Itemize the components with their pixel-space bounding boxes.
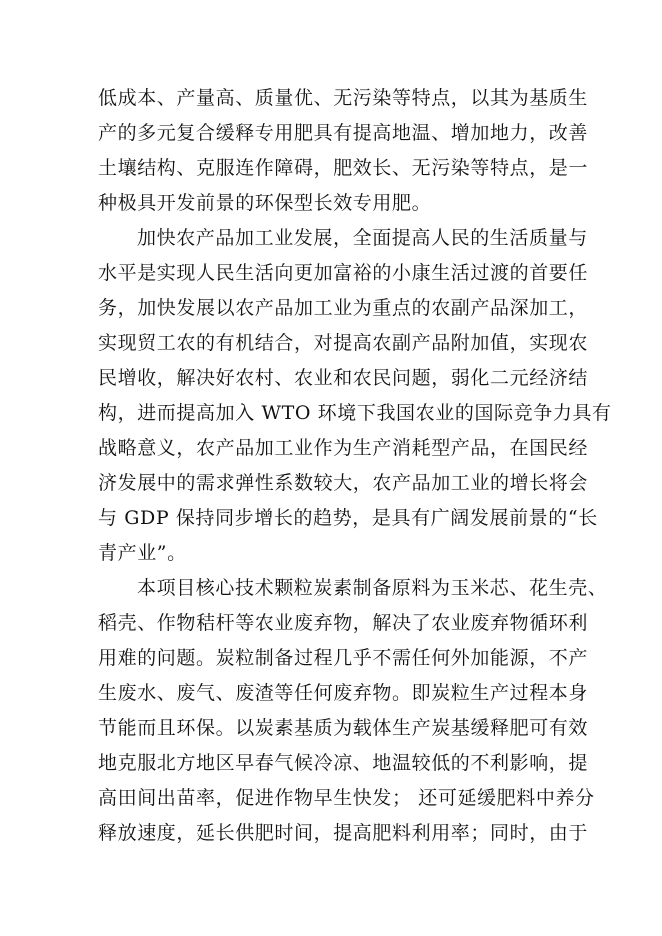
text-line: 稻壳、作物秸杆等农业废弃物，解决了农业废弃物循环利 — [98, 612, 589, 634]
paragraph-start-line: 本项目核心技术颗粒炭素制备原料为玉米芯、花生壳、 — [137, 577, 608, 599]
text-line: 释放速度，延长供肥时间，提高肥料利用率；同时，由于 — [98, 822, 589, 844]
paragraph-start-line: 加快农产品加工业发展，全面提高人民的生活质量与 — [137, 227, 588, 249]
text-line: 用难的问题。炭粒制备过程几乎不需任何外加能源，不产 — [98, 647, 589, 669]
text-line: 济发展中的需求弹性系数较大，农产品加工业的增长将会 — [98, 472, 589, 494]
text-line: 实现贸工农的有机结合，对提高农副产品附加值，实现农 — [98, 332, 589, 354]
text-line: 水平是实现人民生活向更加富裕的小康生活过渡的首要任 — [98, 262, 589, 284]
text-line: 构，进而提高加入 WTO 环境下我国农业的国际竞争力具有 — [98, 402, 612, 424]
text-line: 战略意义，农产品加工业作为生产消耗型产品，在国民经 — [98, 437, 589, 459]
text-line: 节能而且环保。以炭素基质为载体生产炭基缓释肥可有效 — [98, 717, 589, 739]
text-line: 与 GDP 保持同步增长的趋势，是具有广阔发展前景的“长 — [98, 507, 598, 529]
text-line: 民增收，解决好农村、农业和农民问题，弱化二元经济结 — [98, 367, 589, 389]
text-line: 青产业”。 — [98, 542, 187, 564]
text-line: 低成本、产量高、质量优、无污染等特点，以其为基质生 — [98, 87, 589, 109]
text-line: 地克服北方地区早春气候冷凉、地温较低的不利影响，提 — [98, 752, 589, 774]
text-line: 种极具开发前景的环保型长效专用肥。 — [98, 192, 432, 214]
text-line: 产的多元复合缓释专用肥具有提高地温、增加地力，改善 — [98, 122, 589, 144]
text-line: 生废水、废气、废渣等任何废弃物。即炭粒生产过程本身 — [98, 682, 589, 704]
text-line: 高田间出苗率，促进作物早生快发； 还可延缓肥料中养分 — [98, 787, 595, 809]
text-line: 务，加快发展以农产品加工业为重点的农副产品深加工， — [98, 297, 589, 319]
text-line: 土壤结构、克服连作障碍，肥效长、无污染等特点，是一 — [98, 157, 589, 179]
